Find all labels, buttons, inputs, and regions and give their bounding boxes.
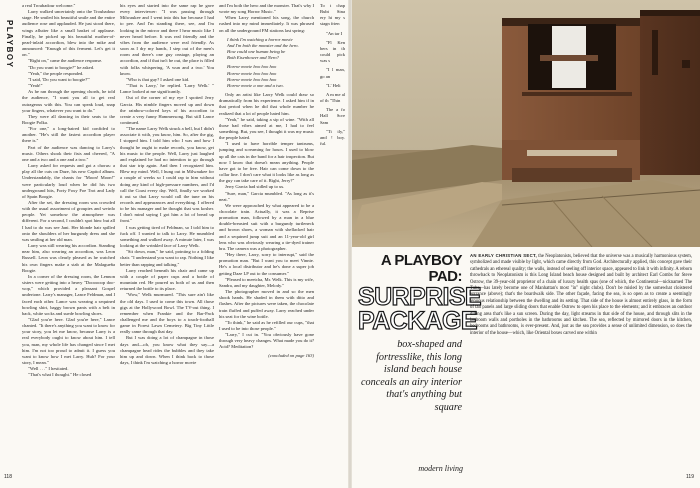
headline-kicker: A PLAYBOY PAD: xyxy=(380,252,462,285)
paragraph: "Pleased to meetcha, Mr. Welk. This is my wife, Sandra, and my daughter, Melody." xyxy=(219,276,314,288)
lyric-line: Horror movie boo hoo hoo xyxy=(227,64,277,70)
paragraph: Larry was still wearing his accordion. Standing near him, also wearing an accordion, was Leon Russell. Leon was clearly pleased as he watched his own fingers make a stab at the Malagueña Boogie. xyxy=(22,243,115,273)
paragraph: "To think," he said as he refilled our cups, "that I used to be into those people." xyxy=(219,319,314,331)
paragraph: Larry asked for requests and got a chorus: a play all the cuts on Daze, his new Capitol album. Understandably, the chants for "Moon! Moon!" were particularly loud when he did his two underground hits, Forty Foxy Foe Trot and Lady of Spain Boogie. xyxy=(22,163,115,199)
paragraph: and I'm both the hero and the monster. That's why I wrote my song Horror Music." xyxy=(219,3,314,15)
continued-note: (concluded on page 163) xyxy=(268,352,314,358)
paragraph: Out of the corner of my eye I spotted Jerry Garcia. His nimble fingers moved up and down the rainbow-colored keys of his accordion to create a very funny Hammersong. But still Lance continued. xyxy=(120,95,214,125)
article-body xyxy=(470,253,692,337)
left-page-column-2 xyxy=(120,3,214,463)
paragraph: "L' Heli xyxy=(326,82,341,88)
article-headline xyxy=(358,252,482,415)
paragraph: "Do you want to boogie?" he asked. xyxy=(28,64,95,70)
lyric-line: Both Eisenhower and Nero? xyxy=(227,55,280,61)
paragraph: After the set, the dressing room was crowded with the usual assortment of groupies and weirdo people. Yet somehow the atmosphere was different. For a second, I couldn't spot him: but all I had to do was see Jani. Her blonde hair spilled onto the shoulders of her burgundy dress and she was smiling at her old man. xyxy=(22,200,115,242)
paragraph: The photographer moved in and so the men shook hands. He shaded in them with ditto and flashes. After the pictures were taken, the chocolate train fluffed and puffed away. Larry reached under his seat for the wine bottle. xyxy=(219,289,314,319)
paragraph: "Ti ily," and ! boy. ful. xyxy=(320,128,345,146)
article-paragraph xyxy=(470,253,692,337)
lyric-line: How could one human being be xyxy=(227,49,286,55)
paragraph: "Wow," Welk murmured. "This sure ain't like the old days. I used to come this town. All those gigs at the Hollywood Bowl. The TV-out thing. I remember when Frankie and the Bar-Pack challenged me and the boys to a touch-football game in Forest Lawn Cemetery. Big Tiny Little really came through that day. xyxy=(120,292,214,335)
paragraph: "I used to have horrible temper tantrums, jumping and screaming for hours. I used to blow up all the cats in the band for a hair inspection. But now I know that doesn't mean anything. People have got to be free. Hair can come down to the collar line. I don't care what it looks like as long as the guy can take care of it. Right, Jerry?" xyxy=(219,141,314,184)
left-page-column-3 xyxy=(219,3,314,463)
paragraph: his eyes and started into the same rap he gave every interviewer: "I was passing through Milwaukee and I went into this bar because I had to pee. And I'm standing there, see, and I'm looking in the mirror and there I hear music like I never heard before. It was real friendly and the vibes from the audience were real friendly. As soon as I dry my hands, I step out of the men's room and there's one guy onstage, playing an accordion, and if that isn't be out, the place is filled with folks whispering, 'A wun and a two.' You know. xyxy=(120,3,214,76)
lyric-line: Horror movie a one and a two. xyxy=(227,82,284,88)
paragraph: "Who is that guy? I asked one kid. xyxy=(126,76,190,82)
paragraph: "'That is Larry,' he replied. 'Larry Welk.' " Lance looked at me significantly. xyxy=(120,83,214,95)
paragraph: We were approached by what appeared to be a chocolate train. Actually, it was a Reprise promotion man, followed by a man in a blue double-breasted suit with a burgundy turtleneck and brown shoes, a woman with shellacked hair and a sequined jump suit and an 11-year-old girl lens who was obviously wearing a tie-dyed trainer bra. The camera was a photographer. xyxy=(219,202,314,251)
paragraph: To t chap Bubt Sina ery hi my s stagn frien xyxy=(320,3,345,27)
paragraph: Jerry Garcia had sidled up to us. xyxy=(225,184,285,190)
paragraph: They were all dancing in their seats to the Boogie Polka. xyxy=(22,113,115,125)
headline-title-line-1: SURPRISE xyxy=(358,283,482,311)
paragraph: "Sure, man," Garcia mumbled. "As long as it's neat." xyxy=(219,190,314,202)
lyric-line: Horror movie boo hoo hoo xyxy=(227,76,277,82)
paragraph: Larry reached beneath his chair and came up with a couple of paper cups and a bottle of mountain red. He poured us both of us and then returned the bottle to its place. xyxy=(120,267,214,292)
paragraph: "I l man, go an xyxy=(320,67,345,79)
paragraph: Part of the audience was dancing to Larry's music. Others shook their fists and cheered, "A one and a two and a one and a two." xyxy=(22,144,115,162)
left-page-column-4-partial xyxy=(320,3,345,463)
paragraph: "Yeah," the people responded. xyxy=(28,70,84,76)
paragraph: As he ran through the opening chords, he told the audience, "I want you all to get real outrageous with this. You can speak loud, snap your fingers, whatever you want to do." xyxy=(22,89,115,113)
paragraph: But I was doing a lot of champagne in those days and—oh, you know what they say—a champagne head rides the bubbles and they take him up and down. When I think back to those days, I think I'm watching a horror movie xyxy=(120,335,214,366)
paragraph: "Sit down, man," he said, pointing to a folding chair. "I understand you want to rap. Nothing I like better than rapping and talking." xyxy=(120,249,214,267)
paragraph: "The name Larry Welk struck a bell, but I didn't associate it with, you know, him. So, after the gig, I stopped him. I told him who I was and how I thought he ought to make records, you know, get his music to the people. Well, Larry just laughed and explained he had no intention to go through that star trip again. And then I recognized him. Blew my mind. Well, I hung out in Milwaukee for a couple of weeks so I could rap to him without doing any kind of high-pressure numbers, and I'd call the Coast every day. Well, finally we worked it out so that Larry would call the tune on his records and appearances and everything. I offered to be his manager and he thought that was kosher. I don't mind saying I got him a lot of bread up front." xyxy=(120,126,214,224)
paragraph: "For one," a long-haired kid confided to another. "He's still the fastest accordion player there is." xyxy=(22,126,115,144)
paragraph: In a corner of the dressing room, the Lennon sisters were getting into a heavy "Doooooop doo-wop," which provided a pleasant Gospel undertone. Larry's manager, Lance Feldman, and I faced each other. Lance was wearing a sequined bowling shirt, baggy brown pants with a belt in back, white socks and suede bowling shoes. xyxy=(22,273,115,316)
body-text: the Neoplatonists, believed that the universe was a musically harmonious system, symbolized and made visible by light, which came directly from God. Architecturally applied, this concept gave their cathedrals an ethereal quality; the walls, instead of seeling off interior space, appeared to link it with infinity. A reborn throwback to Neoplatonism is this Long Island beach house designed and built by architect Earl Combs for Steve Ostrow, the 39-year-old proprietor of a chain of luxury health spas (one of which, the Continental—nicknamed The Tubs—has lately become one of Manhattan's most "in" night clubs). Don't be misled by the somewhat cloistered entrance (above); that's the boardwalk side. The other façade, facing the sea, is so open as to create a seemingly tenuous relationship between the dwelling and its setting. That side of the house is almost entirely glass, in the form of tall panels and large sliding doors that enable Ostrow to open his place to the elements; and it embraces an outdoor dining area that's like a sun screen. During the day, light streams in that side of the house, and through slits in the bedroom walls and portholes in the bathrooms and kitchen. The sea, reflected by mirrored doors in the kitchen, bedrooms and bathrooms, is ever-present. And, just as the sea provides a sense of unlimited dimension, so does the interior of the house—which, like Oriental boxes carved one within xyxy=(470,254,692,336)
paragraph: "Hey there, Larry, sorry to interrupt," said the promotion man. "But I want you to meet Vinnie. He's a local distributor and he's done a super job getting Daze LP out to the consumer." xyxy=(219,252,314,276)
paragraph: "That's what I thought." He closed xyxy=(28,372,92,378)
paragraph: "Yeah," he said, taking a sip of wine. "With all those bad vibes aimed at me, I had to feel something. But, you see, I thought it was my music the people hated. xyxy=(219,116,314,141)
paragraph: "Glad you're here. Glad you're here," Lance chanted. "It there's anything you want to know for your story, you let me know, because Larry is a real everybody ought to know about him. I tell you, man, my whole life has changed since I met him. I'm not too proud to admit it. I guess you want to know how I met Larry. Huh? For your story, I mean." xyxy=(22,316,115,366)
paragraph: "Larry," I cut in. "You obviously have gone through very heavy changes. What made you do it? Acid? Meditation? xyxy=(219,332,314,350)
paragraph: Larry walked uncertainly onto the Troubadour stage. He smiled his beautiful smile and the entire audience rose and applauded. He just stood there, wings aflutter like a small basket of applause. Finally, he picked up his beautiful mother-of-pearl-inlaid accordion, blew into the mike and announced: "Enough of this ferment. Let's get it on." xyxy=(22,9,115,58)
beach-house-photo xyxy=(352,0,700,247)
lyric-line: And I'm both the monster and the hero. xyxy=(227,42,299,48)
left-page-column-1 xyxy=(22,3,115,463)
page-number-right: 119 xyxy=(686,474,694,480)
paragraph: When Larry mentioned his song, the church rushed into my mind immediately. It was phrased on all the underground FM stations last spring: xyxy=(219,15,314,33)
section-label: modern living xyxy=(418,464,463,473)
paragraph: "Well . . ." I hesitated. xyxy=(28,366,69,372)
paragraph: "Fl Ken bers in th could pick was s xyxy=(320,39,345,64)
lyric-line: Horror movie boo hoo hoo xyxy=(227,70,277,76)
paragraph: a real Troubadour welcome." xyxy=(22,3,76,8)
paragraph: The a fo Hall Scre Sam xyxy=(320,107,345,125)
paragraph: I was getting tired of Feldman, so I told him to fuck off. I wanted to talk to Larry. He mumbled something and walked away. A minute later, I was looking at the wrinkled face of Larry Welk. xyxy=(120,224,214,249)
paragraph: "I said, 'Do you want to boogie?'" xyxy=(28,76,90,82)
paragraph: A m me al of th "Thin xyxy=(320,91,345,104)
magazine-name-vertical: PLAYBOY xyxy=(5,20,14,69)
paragraph: "Yeah!" xyxy=(28,83,43,89)
paragraph: Only an artist like Larry Welk could draw so dramatically from his experience. I asked him if in that period when he did that whole number he realized that a lot of people hated him. xyxy=(219,92,314,116)
lyric-line: I think I'm watching a horror movie xyxy=(227,36,293,42)
paragraph: "Right on," came the audience response. xyxy=(28,58,103,64)
lead-in: AN EARLY CHRISTIAN SECT, xyxy=(470,253,537,258)
article-dek: box-shaped and fortresslike, this long island beach house conceals an airy interior that's anything but square xyxy=(360,339,462,413)
paragraph: "An tar I xyxy=(326,30,343,36)
headline-title-line-2: PACKAGE xyxy=(358,307,477,335)
page-number-left: 118 xyxy=(4,474,12,480)
